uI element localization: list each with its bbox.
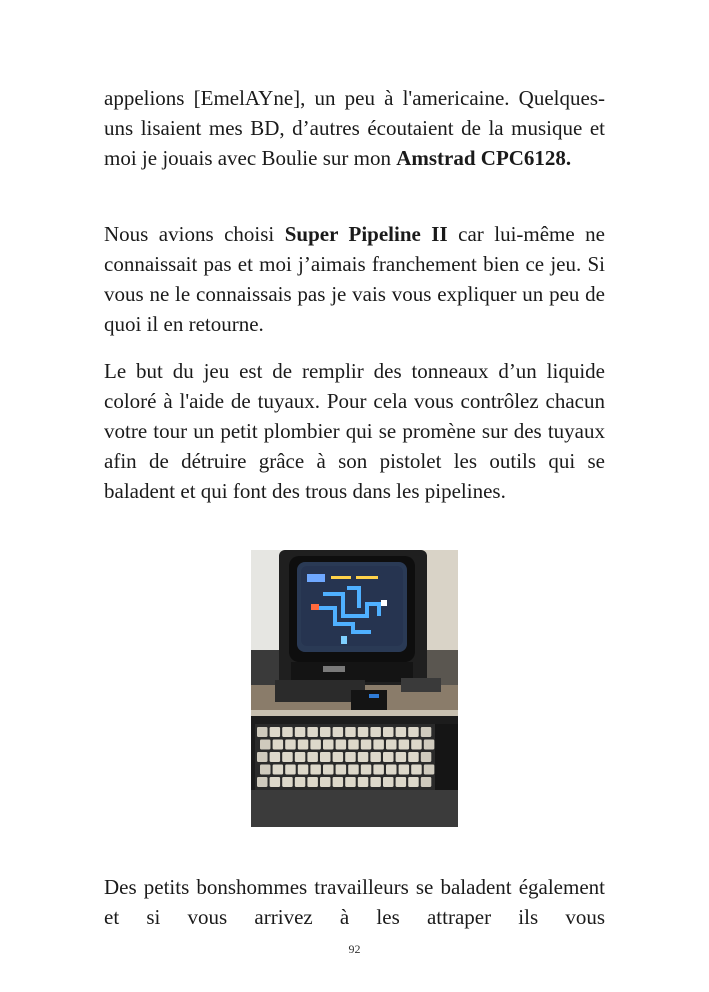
paragraph-2-text-start: Nous avions choisi [104,222,285,246]
paragraph-3: Le but du jeu est de remplir des tonneaux d’un liquide coloré à l'aide de tuyaux. Pour cela vous contrôlez chacun votre tour un petit plombier qui se promène sur des tuyaux afin de détruire grâce à son pistolet les outils qui se baladent et qui font des trous dans les pipelines. [104,359,605,503]
paragraph-2-text-end: car lui-même ne connaissait pas et moi j’aimais franchement bien ce jeu. Si vous ne le connaissais pas je vais vous expliquer un peu de quoi il en retourne. [104,222,605,336]
paragraph-4: Des petits bonshommes travailleurs se baladent également et si vous arrivez à les attraper ils vous [104,875,605,929]
paragraph-1-text: appelions [EmelAYne], un peu à l'americaine. Quelques-uns lisaient mes BD, d’autres écoutaient de la musique et moi je jouais avec Boulie sur mon [104,86,605,170]
paragraph-2 [104,219,605,339]
amstrad-photo [251,550,458,827]
page-number: 92 [348,942,361,956]
paragraph-2-bold: Super Pipeline II [284,222,448,246]
paragraph-1-bold: Amstrad CPC6128. [396,146,572,170]
paragraph-1 [104,83,605,173]
